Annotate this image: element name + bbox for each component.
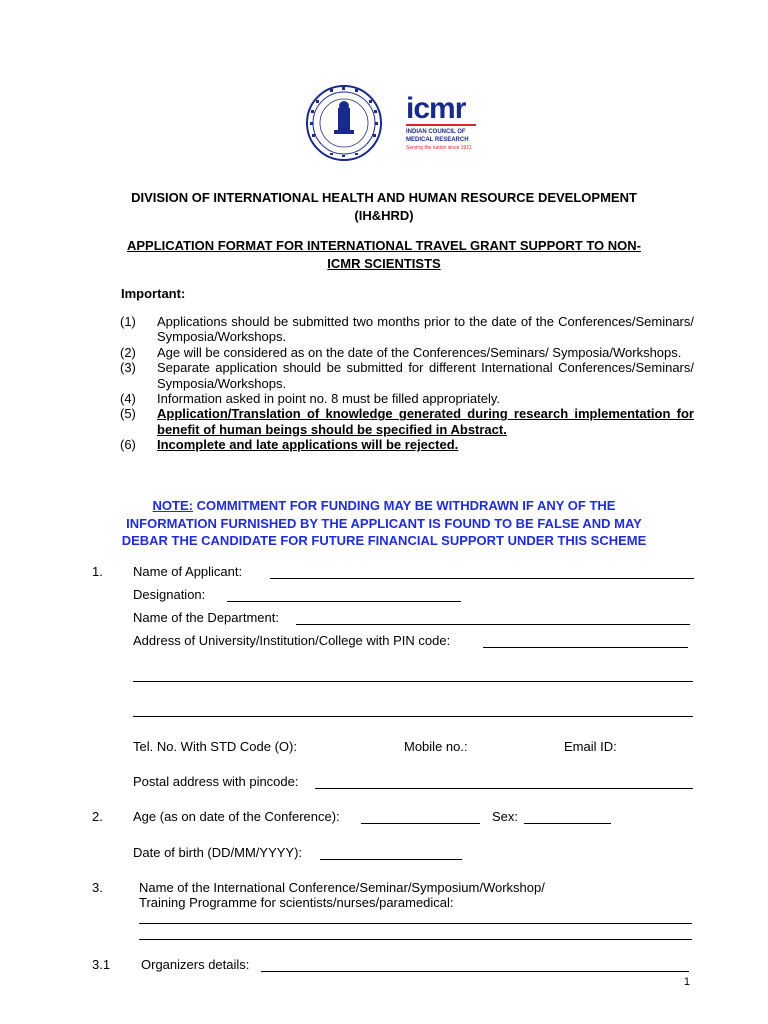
list-item bbox=[120, 314, 694, 345]
item-num: (1) bbox=[120, 314, 136, 329]
postal-label: Postal address with pincode: bbox=[133, 774, 299, 789]
item-text: Age will be considered as on the date of the Conferences/Seminars/ Symposia/Workshops. bbox=[157, 344, 682, 360]
list-item bbox=[120, 406, 694, 437]
item-text: Incomplete and late applications will be rejected. bbox=[157, 437, 459, 453]
item-num: (2) bbox=[120, 344, 136, 360]
address-field[interactable] bbox=[483, 631, 688, 648]
designation-label: Designation: bbox=[133, 587, 206, 602]
title-line2: ICMR SCIENTISTS bbox=[327, 256, 441, 271]
list-item bbox=[120, 391, 694, 406]
item-text: Information asked in point no. 8 must be filled appropriately. bbox=[157, 391, 501, 407]
organizers-label: Organizers details: bbox=[141, 957, 250, 972]
item-text: Applications should be submitted two months prior to the date of the Conferences/Seminars/ Symposia/Workshops. bbox=[157, 314, 694, 345]
section-3-1-number: 3.1 bbox=[92, 957, 111, 972]
email-label: Email ID: bbox=[564, 739, 617, 754]
note-line1: COMMITMENT FOR FUNDING MAY BE WITHDRAWN IF ANY OF THE bbox=[196, 498, 616, 513]
conference-field-line1[interactable] bbox=[139, 907, 692, 924]
icmr-line2: MEDICAL RESEARCH bbox=[406, 137, 469, 143]
designation-field[interactable] bbox=[227, 585, 461, 602]
address-field-line2[interactable] bbox=[133, 665, 693, 682]
dob-field[interactable] bbox=[320, 843, 462, 860]
icmr-logo bbox=[406, 92, 486, 152]
important-list bbox=[120, 314, 694, 453]
application-title bbox=[0, 237, 768, 273]
note-line3: DEBAR THE CANDIDATE FOR FUTURE FINANCIAL SUPPORT UNDER THIS SCHEME bbox=[121, 533, 647, 549]
applicant-name-label: Name of Applicant: bbox=[133, 564, 243, 579]
funding-note bbox=[0, 497, 768, 550]
item-text: Separate application should be submitted for different International Conferences/Seminars/ Symposia/Workshops. bbox=[157, 360, 694, 391]
postal-field[interactable] bbox=[315, 772, 693, 789]
department-field[interactable] bbox=[296, 608, 690, 625]
conference-label-line1: Name of the International Conference/Seminar/Symposium/Workshop/ bbox=[139, 880, 545, 895]
applicant-name-field[interactable] bbox=[270, 562, 694, 579]
conference-label-line2: Training Programme for scientists/nurses/paramedical: bbox=[139, 895, 454, 910]
division-heading bbox=[0, 189, 768, 225]
section-1-number: 1. bbox=[92, 564, 103, 579]
mobile-label: Mobile no.: bbox=[404, 739, 468, 754]
list-item bbox=[120, 437, 694, 452]
section-2-number: 2. bbox=[92, 809, 103, 824]
list-item bbox=[120, 345, 694, 360]
conference-field-line2[interactable] bbox=[139, 923, 692, 940]
age-label: Age (as on date of the Conference): bbox=[133, 809, 340, 824]
address-field-line3[interactable] bbox=[133, 700, 693, 717]
item-text: Application/Translation of knowledge generated during research implementation for benefit of human beings should be specified in Abstract. bbox=[157, 406, 694, 437]
title-line1: APPLICATION FORMAT FOR INTERNATIONAL TRAVEL GRANT SUPPORT TO NON- bbox=[127, 238, 641, 253]
list-item bbox=[120, 360, 694, 391]
sex-field[interactable] bbox=[524, 807, 611, 824]
sex-label: Sex: bbox=[492, 809, 519, 824]
item-num: (5) bbox=[120, 406, 136, 422]
division-line1: DIVISION OF INTERNATIONAL HEALTH AND HUMAN RESOURCE DEVELOPMENT bbox=[131, 190, 637, 205]
item-num: (6) bbox=[120, 437, 136, 453]
division-line2: (IH&HRD) bbox=[354, 208, 414, 223]
tel-label: Tel. No. With STD Code (O): bbox=[133, 739, 297, 754]
dob-label: Date of birth (DD/MM/YYYY): bbox=[133, 845, 303, 860]
age-field[interactable] bbox=[361, 807, 480, 824]
item-num: (3) bbox=[120, 360, 136, 376]
note-label: NOTE: bbox=[152, 498, 193, 513]
icmr-wordmark: icmr bbox=[406, 92, 466, 125]
address-label: Address of University/Institution/College with PIN code: bbox=[133, 633, 451, 648]
page-number: 1 bbox=[683, 976, 690, 988]
important-label: Important: bbox=[121, 286, 186, 301]
item-num: (4) bbox=[120, 391, 136, 407]
department-label: Name of the Department: bbox=[133, 610, 279, 625]
organizers-field[interactable] bbox=[261, 955, 689, 972]
note-line2: INFORMATION FURNISHED BY THE APPLICANT IS FOUND TO BE FALSE AND MAY bbox=[126, 515, 642, 531]
section-3-number: 3. bbox=[92, 880, 103, 895]
icmr-tagline: Serving the nation since 1911 bbox=[406, 145, 472, 151]
icmr-line1: INDIAN COUNCIL OF bbox=[406, 129, 466, 135]
